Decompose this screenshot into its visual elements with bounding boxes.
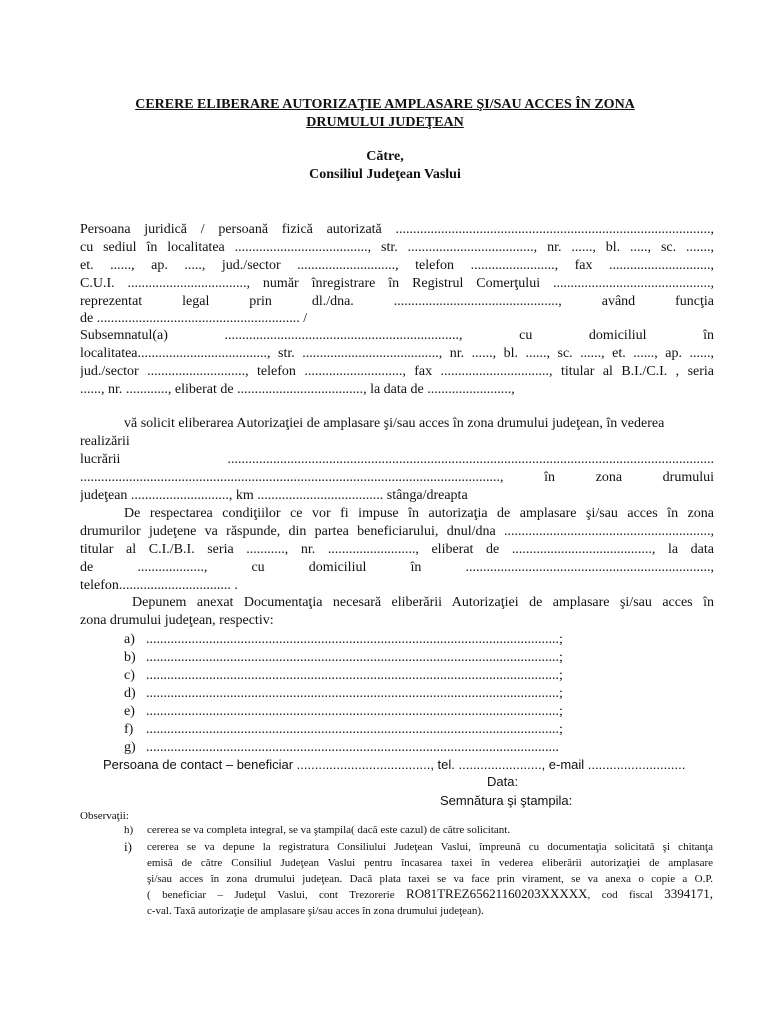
observation-label: h) xyxy=(124,824,134,836)
applicant-line: C.U.I. .................................., număr înregistrare în Registrul Comerţului ............................................., xyxy=(80,276,714,291)
observation-text: c-val. Taxă autorizaţie de amplasare şi/sau acces în zona drumului judeţean). xyxy=(147,905,484,917)
documentation-intro: zona drumului judeţean, respectiv: xyxy=(80,613,274,628)
list-item: d) ......................................................................................................................; xyxy=(124,686,563,701)
applicant-line: ......, nr. ............, eliberat de ...................................., la data de ........................, xyxy=(80,382,515,397)
request-line: ........................................................................................................................, în zona drumului xyxy=(80,470,714,485)
observation-text: şi/sau acces în zona drumului judeţean. Dacă plata taxei se va face prin virament, se va anexa o copie a O.P. xyxy=(147,873,713,885)
request-line: De respectarea condiţiilor ce vor fi impuse în autorizaţia de amplasare şi/sau acces în zona xyxy=(124,506,714,521)
request-line: lucrării ........................................................................................................................................... xyxy=(80,452,714,467)
document-title-line2: DRUMULUI JUDEŢEAN xyxy=(306,115,464,130)
signature-label: Semnătura şi ştampila: xyxy=(440,793,573,808)
fiscal-code-value: 3394171, xyxy=(664,886,713,901)
applicant-line: Subsemnatul(a) ..................................................................., cu domiciliul în xyxy=(80,328,714,343)
list-item: c) ......................................................................................................................; xyxy=(124,668,563,683)
list-item: g) ...................................................................................................................... xyxy=(124,740,559,755)
applicant-line: localitatea....................................., str. ......................................., nr. ......, bl. ......, sc. ......, et. ......, ap. ......, xyxy=(80,346,714,361)
recipient-line2: Consiliul Judeţean Vaslui xyxy=(309,167,461,182)
observation-text: cererea se va depune la registratura Consiliului Judeţean Vaslui, împreună cu documentaţia solicitată şi chitanţa xyxy=(147,841,713,853)
request-line: telefon................................ . xyxy=(80,578,238,593)
observation-text: ( beneficiar – Judeţul Vaslui, cont Trezorerie RO81TREZ65621160203XXXXX, cod fiscal 3394171, xyxy=(147,886,713,901)
list-item: b) ......................................................................................................................; xyxy=(124,650,563,665)
document-title-line1: CERERE ELIBERARE AUTORIZAŢIE AMPLASARE ŞI/SAU ACCES ÎN ZONA xyxy=(135,97,635,112)
observation-text: emisă de către Consiliul Judeţean Vaslui pentru încasarea taxei în vederea eliberării autorizaţiei de amplasare xyxy=(147,857,713,869)
request-line: realizării xyxy=(80,434,130,449)
request-line: de ..................., cu domiciliul în ......................................................................, xyxy=(80,560,714,575)
request-line: titular al C.I./B.I. seria ..........., nr. ........................., eliberat de ........................................, la data xyxy=(80,542,714,557)
observation-text: cererea se va completa integral, se va ştampila( dacă este cazul) de către solicitant. xyxy=(147,824,511,836)
list-item: e) ......................................................................................................................; xyxy=(124,704,563,719)
documentation-intro: Depunem anexat Documentaţia necesară eliberării Autorizaţiei de amplasare şi/sau acces în xyxy=(132,595,714,610)
list-item: a) ......................................................................................................................; xyxy=(124,632,563,647)
applicant-line: Persoana juridică / persoană fizică autorizată .........................................................................................., xyxy=(80,222,714,237)
date-label: Data: xyxy=(487,774,519,789)
applicant-line: jud./sector ............................, telefon ............................, fax ..............................., titular al B.I./C.I. , seria xyxy=(80,364,714,379)
observations-heading: Observaţii: xyxy=(80,810,129,822)
applicant-line: de .......................................................... / xyxy=(80,311,308,326)
request-line: judeţean ............................, km .................................... stânga/dreapta xyxy=(80,488,468,503)
observation-label: i) xyxy=(124,839,132,854)
applicant-line: reprezentat legal prin dl./dna. ..............................................., având funcţia xyxy=(80,294,714,309)
contact-person-line: Persoana de contact – beneficiar ....................................., tel. ......................., e-mail ........................... xyxy=(103,757,686,772)
iban-value: RO81TREZ65621160203XXXXX xyxy=(406,886,588,901)
applicant-line: cu sediul în localitatea ......................................, str. ...................................., nr. ......, bl. ....., sc. ......., xyxy=(80,240,714,255)
recipient-line1: Către, xyxy=(366,149,404,164)
request-line: vă solicit eliberarea Autorizaţiei de amplasare şi/sau acces în zona drumului judeţean, în vederea xyxy=(124,416,665,431)
applicant-line: et. ......, ap. ....., jud./sector ............................, telefon ........................, fax ............................., xyxy=(80,258,714,273)
list-item: f) ......................................................................................................................; xyxy=(124,722,563,737)
request-line: drumurilor judeţene va răspunde, din partea beneficiarului, dnul/dna ..........................................................., xyxy=(80,524,714,539)
